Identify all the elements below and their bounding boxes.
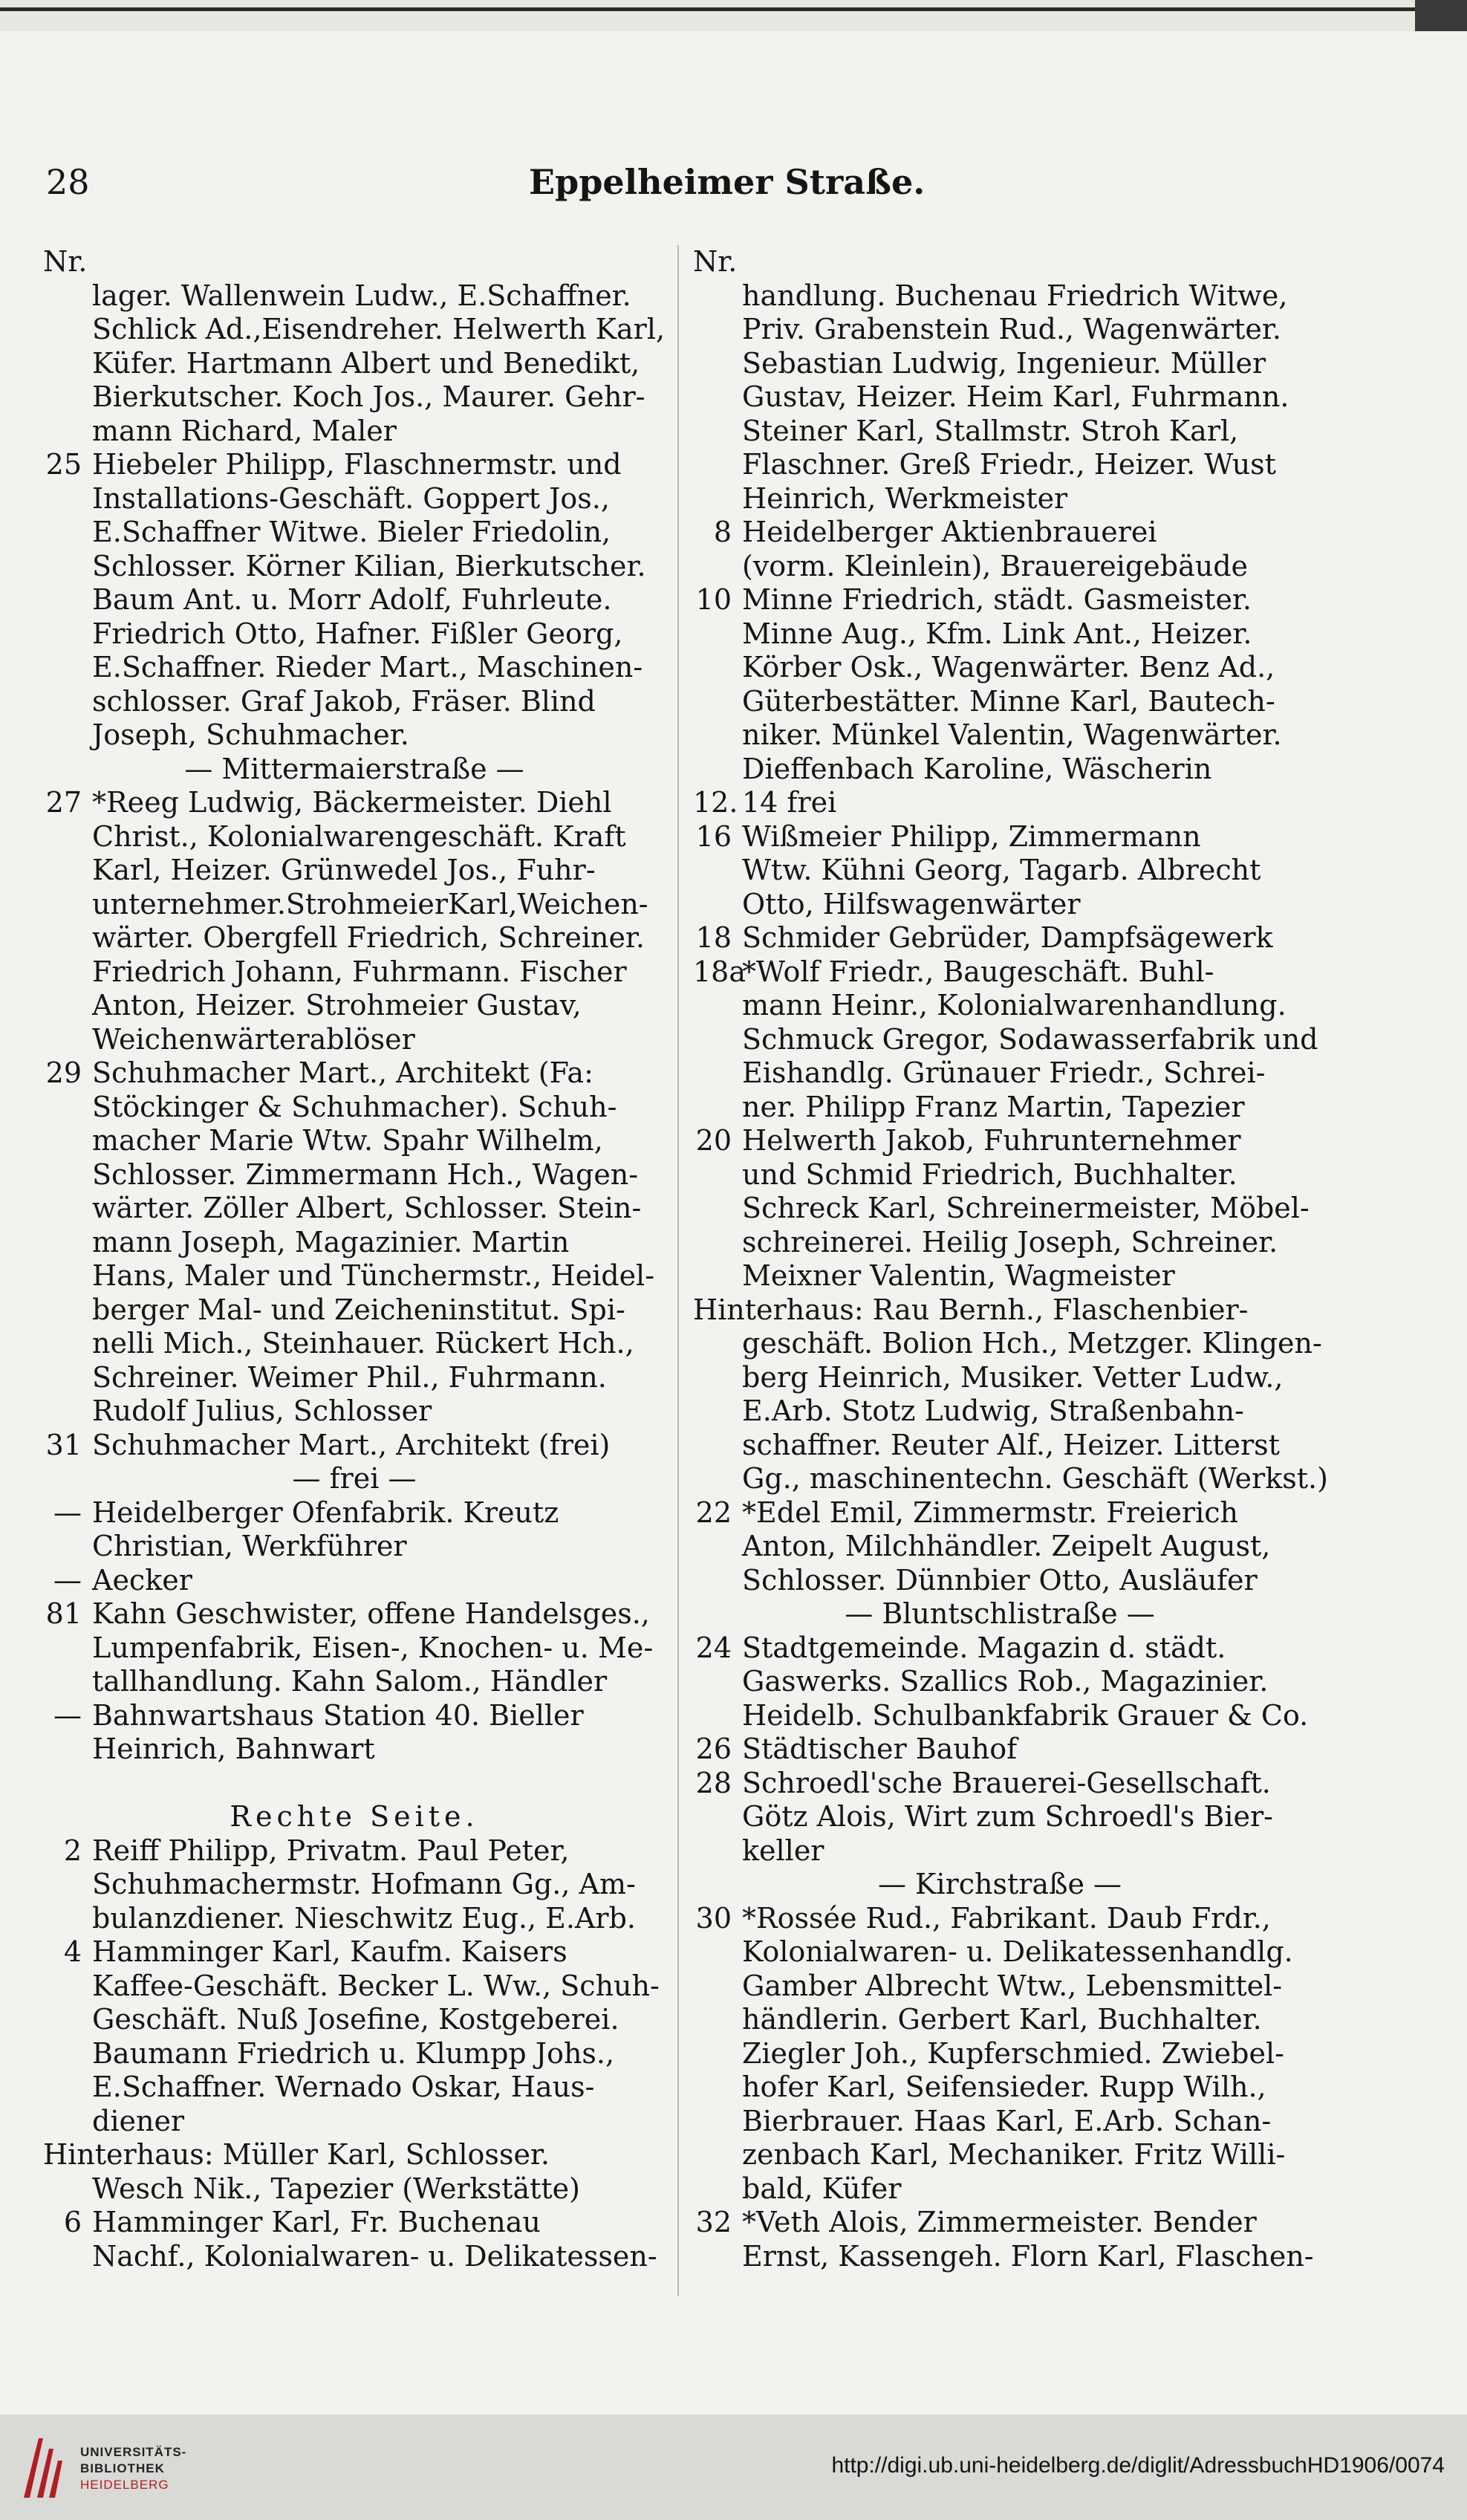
entry-text: *Edel Emil, Zimmermstr. Freierich — [742, 1496, 1238, 1529]
entry-text: Schlick Ad.,Eisendreher. Helwerth Karl, — [92, 313, 666, 345]
entry-line — [693, 448, 1307, 482]
entry-text: Joseph, Schuhmacher. — [92, 718, 409, 751]
entry-line — [43, 1564, 666, 1598]
entry-line — [693, 1192, 1310, 1226]
entry-line — [693, 617, 1307, 652]
entry-line — [693, 347, 1307, 381]
entry-line — [43, 820, 666, 854]
house-number: 32 — [695, 2206, 732, 2238]
house-number: 29 — [45, 1056, 82, 1089]
entry-line — [693, 2239, 1314, 2274]
logo-line-3: HEIDELBERG — [80, 2478, 169, 2492]
entry-text: Schmider Gebrüder, Dampfsägewerk — [742, 921, 1273, 954]
entry-line — [693, 380, 1307, 415]
entry-line — [43, 1429, 666, 1463]
house-number: 27 — [45, 786, 82, 819]
entry-line — [693, 2003, 1307, 2037]
street-crossing: — Mittermaierstraße — — [184, 752, 524, 785]
entry-line — [43, 313, 666, 347]
entry-text: Hinterhaus: Müller Karl, Schlosser. — [43, 2138, 550, 2171]
entry-text: Schmuck Gregor, Sodawasserfabrik und — [742, 1022, 1318, 1056]
footer-bar — [0, 2415, 1467, 2520]
house-number: 6 — [63, 2206, 82, 2238]
logo-line-1: UNIVERSITÄTS- — [80, 2445, 187, 2459]
entry-text: E.Schaffner. Rieder Mart., Maschinen- — [92, 651, 643, 683]
entry-line — [693, 888, 1307, 922]
entry-line — [43, 2105, 666, 2139]
entry-text: Meixner Valentin, Wagmeister — [742, 1259, 1175, 1292]
page-title: Eppelheimer Straße. — [529, 162, 926, 202]
entry-line — [43, 1091, 666, 1125]
house-number: 16 — [695, 819, 732, 853]
entry-line — [43, 718, 666, 753]
entry-line — [693, 786, 1307, 820]
entry-line — [43, 448, 666, 482]
entry-line — [43, 1868, 666, 1902]
entry-line — [43, 989, 666, 1023]
entry-line — [693, 1056, 1307, 1091]
house-number: Nr. — [693, 245, 738, 278]
entry-line — [43, 380, 666, 415]
page-number: 28 — [46, 162, 90, 202]
entry-line — [693, 1462, 1328, 1496]
entry-text: Reiff Philipp, Privatm. Paul Peter, — [92, 1834, 570, 1867]
entry-line — [693, 1969, 1307, 2004]
entry-text: nelli Mich., Steinhauer. Rückert Hch., — [92, 1327, 634, 1360]
entry-line — [693, 1226, 1307, 1260]
entry-line — [693, 854, 1307, 888]
logo-line-2: BIBLIOTHEK — [80, 2461, 165, 2475]
entry-line — [43, 2003, 666, 2037]
entry-text: Friedrich Otto, Hafner. Fißler Georg, — [92, 617, 623, 650]
house-number: 4 — [63, 1935, 82, 1968]
entry-text: Schreck Karl, Schreinermeister, Möbel- — [742, 1192, 1310, 1224]
house-number: 22 — [695, 1496, 732, 1529]
entry-line — [43, 279, 666, 314]
entry-line — [693, 1631, 1307, 1666]
entry-text: geschäft. Bolion Hch., Metzger. Klingen- — [742, 1327, 1322, 1360]
entry-text: Helwerth Jakob, Fuhrunternehmer — [742, 1124, 1241, 1157]
entry-text: Gustav, Heizer. Heim Karl, Fuhrmann. — [742, 380, 1289, 413]
entry-line — [693, 279, 1307, 314]
entry-line — [693, 2105, 1307, 2139]
entry-line — [43, 1496, 666, 1530]
entry-line — [693, 1022, 1318, 1057]
entry-line — [693, 245, 1307, 279]
entry-line — [43, 1361, 666, 1395]
entry-text: Schuhmacher Mart., Architekt (Fa: — [92, 1056, 593, 1089]
house-number: 18a — [693, 955, 746, 988]
entry-text: Götz Alois, Wirt zum Schroedl's Bier- — [742, 1800, 1273, 1833]
entry-line — [693, 1902, 1307, 1936]
house-number: — — [53, 1698, 82, 1732]
entry-line — [693, 2206, 1307, 2240]
entry-text: handlung. Buchenau Friedrich Witwe, — [742, 279, 1288, 312]
entry-text: Nachf., Kolonialwaren- u. Delikatessen- — [92, 2239, 657, 2273]
entry-text: mann Richard, Maler — [92, 414, 397, 447]
entry-text: schreinerei. Heilig Joseph, Schreiner. — [742, 1225, 1278, 1259]
entry-line — [43, 1124, 666, 1158]
entry-line — [693, 1091, 1307, 1125]
entry-line — [43, 1394, 666, 1429]
entry-text: unternehmer.StrohmeierKarl,Weichen- — [92, 887, 648, 920]
entry-line — [693, 1935, 1307, 1969]
scan-top-rule — [0, 7, 1467, 11]
entry-line — [43, 2138, 666, 2172]
entry-text: Hamminger Karl, Fr. Buchenau — [92, 2206, 541, 2238]
entry-text: lager. Wallenwein Ludw., E.Schaffner. — [92, 279, 631, 312]
entry-line — [693, 1665, 1307, 1699]
entry-text: Heidelberger Ofenfabrik. Kreutz — [92, 1496, 559, 1529]
entry-line — [43, 1800, 666, 1834]
entry-text: bulanzdiener. Nieschwitz Eug., E.Arb. — [92, 1901, 636, 1935]
entry-line — [43, 617, 666, 652]
house-number: 28 — [695, 1766, 732, 1799]
entry-text: Gamber Albrecht Wtw., Lebensmittel- — [742, 1969, 1283, 2002]
entry-text: Steiner Karl, Stallmstr. Stroh Karl, — [742, 414, 1239, 447]
entry-line — [693, 1868, 1307, 1902]
entry-text: Flaschner. Greß Friedr., Heizer. Wust — [742, 448, 1276, 481]
entry-line — [43, 955, 666, 990]
entry-line — [43, 2172, 666, 2206]
entry-line — [43, 482, 666, 516]
house-number: — — [53, 1496, 82, 1529]
entry-line — [693, 482, 1307, 516]
street-crossing: — Bluntschlistraße — — [845, 1597, 1155, 1630]
house-number: 24 — [695, 1631, 732, 1664]
entry-line — [693, 989, 1307, 1023]
entry-line — [43, 1732, 666, 1767]
entry-line — [43, 1699, 666, 1733]
entry-line — [43, 2206, 666, 2240]
entry-line — [43, 651, 666, 685]
entry-text: Heinrich, Bahnwart — [92, 1732, 375, 1765]
entry-text: zenbach Karl, Mechaniker. Fritz Willi- — [742, 2138, 1286, 2171]
entry-text: Installations-Geschäft. Goppert Jos., — [92, 481, 610, 515]
entry-line — [43, 347, 666, 381]
entry-line — [43, 1293, 666, 1328]
entry-line — [693, 1732, 1307, 1767]
entry-text: hofer Karl, Seifensieder. Rupp Wilh., — [742, 2071, 1266, 2103]
entry-line — [693, 2037, 1307, 2071]
entry-text: tallhandlung. Kahn Salom., Händler — [92, 1665, 608, 1698]
entry-text: macher Marie Wtw. Spahr Wilhelm, — [92, 1124, 603, 1157]
entry-text: Schuhmacher Mart., Architekt (frei) — [92, 1428, 611, 1461]
entry-line — [693, 1124, 1307, 1158]
house-number: 20 — [695, 1124, 732, 1157]
entry-line — [693, 415, 1307, 449]
library-logo-icon — [16, 2431, 68, 2505]
entry-text: Priv. Grabenstein Rud., Wagenwärter. — [742, 313, 1281, 345]
entry-text: Minne Friedrich, städt. Gasmeister. — [742, 583, 1252, 616]
entry-line — [43, 1597, 666, 1631]
entry-text: Stadtgemeinde. Magazin d. städt. — [742, 1631, 1226, 1664]
entry-text: Kahn Geschwister, offene Handelsges., — [92, 1597, 650, 1630]
entry-line — [43, 1259, 666, 1293]
entry-text: Anton, Heizer. Strohmeier Gustav, — [92, 989, 582, 1022]
entry-text: Lumpenfabrik, Eisen-, Knochen- u. Me- — [92, 1631, 654, 1664]
house-number: 81 — [45, 1597, 82, 1630]
entry-text: Christ., Kolonialwarengeschäft. Kraft — [92, 819, 626, 853]
entry-text: Weichenwärterablöser — [92, 1022, 415, 1056]
entry-text: (vorm. Kleinlein), Brauereigebäude — [742, 549, 1249, 582]
entry-line — [693, 1361, 1307, 1395]
entry-line — [693, 1293, 1307, 1328]
entry-line — [43, 1902, 666, 1936]
entry-text: Baum Ant. u. Morr Adolf, Fuhrleute. — [92, 583, 612, 616]
entry-text: Friedrich Johann, Fuhrmann. Fischer — [92, 955, 627, 988]
library-logo-text — [80, 2444, 186, 2493]
entry-text: E.Schaffner Witwe. Bieler Friedolin, — [92, 516, 611, 548]
entry-text: Anton, Milchhändler. Zeipelt August, — [742, 1530, 1271, 1562]
entry-line — [693, 651, 1307, 685]
entry-line — [693, 921, 1307, 955]
entry-text: Geschäft. Nuß Josefine, Kostgeberei. — [92, 2003, 619, 2036]
entry-text: *Rossée Rud., Fabrikant. Daub Frdr., — [742, 1901, 1271, 1935]
entry-line — [693, 1597, 1307, 1631]
source-url[interactable]: http://digi.ub.uni-heidelberg.de/diglit/AdressbuchHD1906/0074 — [831, 2453, 1445, 2478]
entry-text: Ernst, Kassengeh. Florn Karl, Flaschen- — [742, 2239, 1314, 2273]
entry-line — [693, 1158, 1307, 1192]
entry-line — [43, 516, 666, 550]
entry-line — [43, 1935, 666, 1969]
entry-text: Heidelb. Schulbankfabrik Grauer & Co. — [742, 1698, 1309, 1732]
entry-line — [693, 1429, 1307, 1463]
entry-text: Schreiner. Weimer Phil., Fuhrmann. — [92, 1360, 607, 1394]
entry-line — [693, 2138, 1307, 2172]
entry-line — [43, 1767, 666, 1801]
entry-text: schaffner. Reuter Alf., Heizer. Litterst — [742, 1428, 1280, 1461]
entry-text: Wesch Nik., Tapezier (Werkstätte) — [92, 2172, 580, 2205]
entry-text: Kaffee-Geschäft. Becker L. Ww., Schuh- — [92, 1969, 660, 2002]
entry-line — [693, 516, 1307, 550]
entry-text: Aecker — [92, 1563, 192, 1597]
entry-text: wärter. Obergfell Friedrich, Schreiner. — [92, 921, 645, 954]
house-number: 30 — [695, 1901, 732, 1935]
entry-text: Schlosser. Dünnbier Otto, Ausläufer — [742, 1563, 1258, 1597]
house-number: 31 — [45, 1428, 82, 1461]
entry-line — [43, 1631, 666, 1666]
entry-text: *Veth Alois, Zimmermeister. Bender — [742, 2206, 1257, 2238]
entry-line — [43, 1665, 666, 1699]
entry-line — [693, 583, 1307, 617]
entry-text: Christian, Werkführer — [92, 1530, 407, 1562]
entry-line — [43, 415, 666, 449]
entry-line — [693, 753, 1307, 787]
entry-line — [693, 550, 1307, 584]
entry-text: mann Joseph, Magazinier. Martin — [92, 1225, 570, 1259]
entry-text: Heinrich, Werkmeister — [742, 481, 1068, 515]
entry-text: berg Heinrich, Musiker. Vetter Ludw., — [742, 1360, 1284, 1394]
scan-corner-shadow — [1415, 0, 1467, 31]
entry-line — [43, 753, 666, 787]
section-heading: Rechte Seite. — [230, 1800, 479, 1833]
entry-line — [43, 1530, 666, 1564]
entry-line — [43, 1023, 666, 1057]
entry-text: Hinterhaus: Rau Bernh., Flaschenbier- — [693, 1293, 1249, 1326]
entry-line — [693, 2172, 1307, 2206]
entry-text: Bierkutscher. Koch Jos., Maurer. Gehr- — [92, 380, 645, 413]
house-number: 18 — [695, 921, 732, 954]
entry-text: Schroedl'sche Brauerei-Gesellschaft. — [742, 1766, 1271, 1799]
entry-text: Städtischer Bauhof — [742, 1732, 1018, 1765]
entry-text: Otto, Hilfswagenwärter — [742, 887, 1081, 920]
entry-line — [693, 1259, 1307, 1293]
entry-line — [693, 2071, 1307, 2105]
entry-text: niker. Münkel Valentin, Wagenwärter. — [742, 718, 1282, 751]
entry-line — [43, 2240, 666, 2274]
entry-line — [693, 1327, 1322, 1361]
entry-text: Rudolf Julius, Schlosser — [92, 1394, 432, 1427]
entry-text: Wißmeier Philipp, Zimmermann — [742, 819, 1201, 853]
street-crossing: — Kirchstraße — — [877, 1868, 1122, 1900]
entry-text: berger Mal- und Zeicheninstitut. Spi- — [92, 1293, 625, 1326]
entry-line — [43, 1192, 666, 1226]
entry-text: Ziegler Joh., Kupferschmied. Zwiebel- — [742, 2036, 1284, 2070]
entry-text: diener — [92, 2104, 185, 2137]
entry-text: keller — [742, 1834, 824, 1867]
entry-line — [43, 854, 666, 888]
entry-text: wärter. Zöller Albert, Schlosser. Stein- — [92, 1192, 642, 1224]
entry-line — [43, 1158, 666, 1192]
entry-text: Stöckinger & Schuhmacher). Schuh- — [92, 1090, 617, 1123]
entry-text: Küfer. Hartmann Albert und Benedikt, — [92, 346, 640, 380]
entry-text: Baumann Friedrich u. Klumpp Johs., — [92, 2036, 615, 2070]
entry-line — [693, 1800, 1307, 1834]
entry-line — [693, 685, 1307, 719]
entry-text: Körber Osk., Wagenwärter. Benz Ad., — [742, 651, 1275, 683]
right-column — [693, 245, 1328, 2273]
house-number: 26 — [695, 1732, 732, 1765]
house-number: 10 — [695, 583, 732, 616]
entry-line — [43, 550, 666, 584]
entry-text: E.Arb. Stotz Ludwig, Straßenbahn- — [742, 1394, 1244, 1427]
entry-line — [693, 820, 1307, 854]
street-crossing: — frei — — [292, 1462, 417, 1495]
entry-line — [43, 2071, 666, 2105]
entry-text: Gaswerks. Szallics Rob., Magazinier. — [742, 1665, 1269, 1698]
entry-line — [43, 685, 666, 719]
entry-line — [693, 1767, 1307, 1801]
house-number: 25 — [45, 448, 82, 481]
entry-line — [43, 888, 666, 922]
entry-line — [693, 1496, 1307, 1530]
house-number: 8 — [713, 516, 732, 548]
entry-line — [43, 1056, 666, 1091]
entry-text: ner. Philipp Franz Martin, Tapezier — [742, 1090, 1245, 1123]
entry-line — [693, 313, 1307, 347]
entry-text: Schlosser. Körner Kilian, Bierkutscher. — [92, 549, 646, 582]
entry-text: *Wolf Friedr., Baugeschäft. Buhl- — [742, 955, 1214, 988]
entry-line — [43, 583, 666, 617]
entry-line — [693, 1530, 1307, 1564]
entry-line — [43, 1969, 666, 2004]
entry-line — [693, 1394, 1307, 1429]
entry-text: Heidelberger Aktienbrauerei — [742, 516, 1157, 548]
entry-line — [43, 786, 666, 820]
entry-text: Kolonialwaren- u. Delikatessenhandlg. — [742, 1935, 1293, 1968]
entry-text: Hamminger Karl, Kaufm. Kaisers — [92, 1935, 567, 1968]
column-divider — [677, 245, 679, 2296]
entry-text: Wtw. Kühni Georg, Tagarb. Albrecht — [742, 854, 1261, 886]
entry-line — [693, 1564, 1307, 1598]
entry-text: Gg., maschinentechn. Geschäft (Werkst.) — [742, 1462, 1328, 1495]
entry-text: Dieffenbach Karoline, Wäscherin — [742, 752, 1212, 785]
entry-text: mann Heinr., Kolonialwarenhandlung. — [742, 989, 1287, 1022]
house-number: Nr. — [43, 245, 88, 278]
house-number: — — [53, 1563, 82, 1597]
entry-text: *Reeg Ludwig, Bäckermeister. Diehl — [92, 786, 612, 819]
entry-line — [693, 1834, 1307, 1868]
entry-line — [693, 1699, 1307, 1733]
entry-text: Schuhmachermstr. Hofmann Gg., Am- — [92, 1868, 636, 1900]
entry-line — [43, 921, 666, 955]
entry-text: Güterbestätter. Minne Karl, Bautech- — [742, 684, 1275, 718]
entry-line — [693, 718, 1307, 753]
entry-text: und Schmid Friedrich, Buchhalter. — [742, 1157, 1237, 1191]
entry-text: händlerin. Gerbert Karl, Buchhalter. — [742, 2003, 1262, 2036]
entry-line — [43, 1226, 666, 1260]
entry-line — [43, 245, 666, 279]
page-header — [46, 162, 1309, 214]
entry-text: Minne Aug., Kfm. Link Ant., Heizer. — [742, 617, 1252, 650]
entry-line — [43, 2037, 666, 2071]
entry-text: Eishandlg. Grünauer Friedr., Schrei- — [742, 1056, 1266, 1089]
entry-text: Hiebeler Philipp, Flaschnermstr. und — [92, 448, 622, 481]
house-number: 12. — [693, 786, 738, 819]
entry-line — [693, 955, 1307, 990]
house-number: 2 — [63, 1834, 82, 1867]
entry-line — [43, 1834, 666, 1868]
entry-text: Karl, Heizer. Grünwedel Jos., Fuhr- — [92, 854, 596, 886]
entry-text: 14 frei — [742, 786, 837, 819]
entry-text: Schlosser. Zimmermann Hch., Wagen- — [92, 1157, 639, 1191]
scan-top-band — [0, 0, 1467, 31]
entry-text: schlosser. Graf Jakob, Fräser. Blind — [92, 684, 596, 718]
entry-line — [43, 1327, 666, 1361]
entry-text: E.Schaffner. Wernado Oskar, Haus- — [92, 2071, 595, 2103]
entry-line — [43, 1462, 666, 1496]
left-column — [43, 245, 666, 2273]
entry-text: bald, Küfer — [742, 2172, 902, 2205]
entry-text: Sebastian Ludwig, Ingenieur. Müller — [742, 346, 1266, 380]
entry-text: Hans, Maler und Tünchermstr., Heidel- — [92, 1259, 655, 1292]
entry-text: Bahnwartshaus Station 40. Bieller — [92, 1698, 584, 1732]
entry-text: Bierbrauer. Haas Karl, E.Arb. Schan- — [742, 2104, 1272, 2137]
